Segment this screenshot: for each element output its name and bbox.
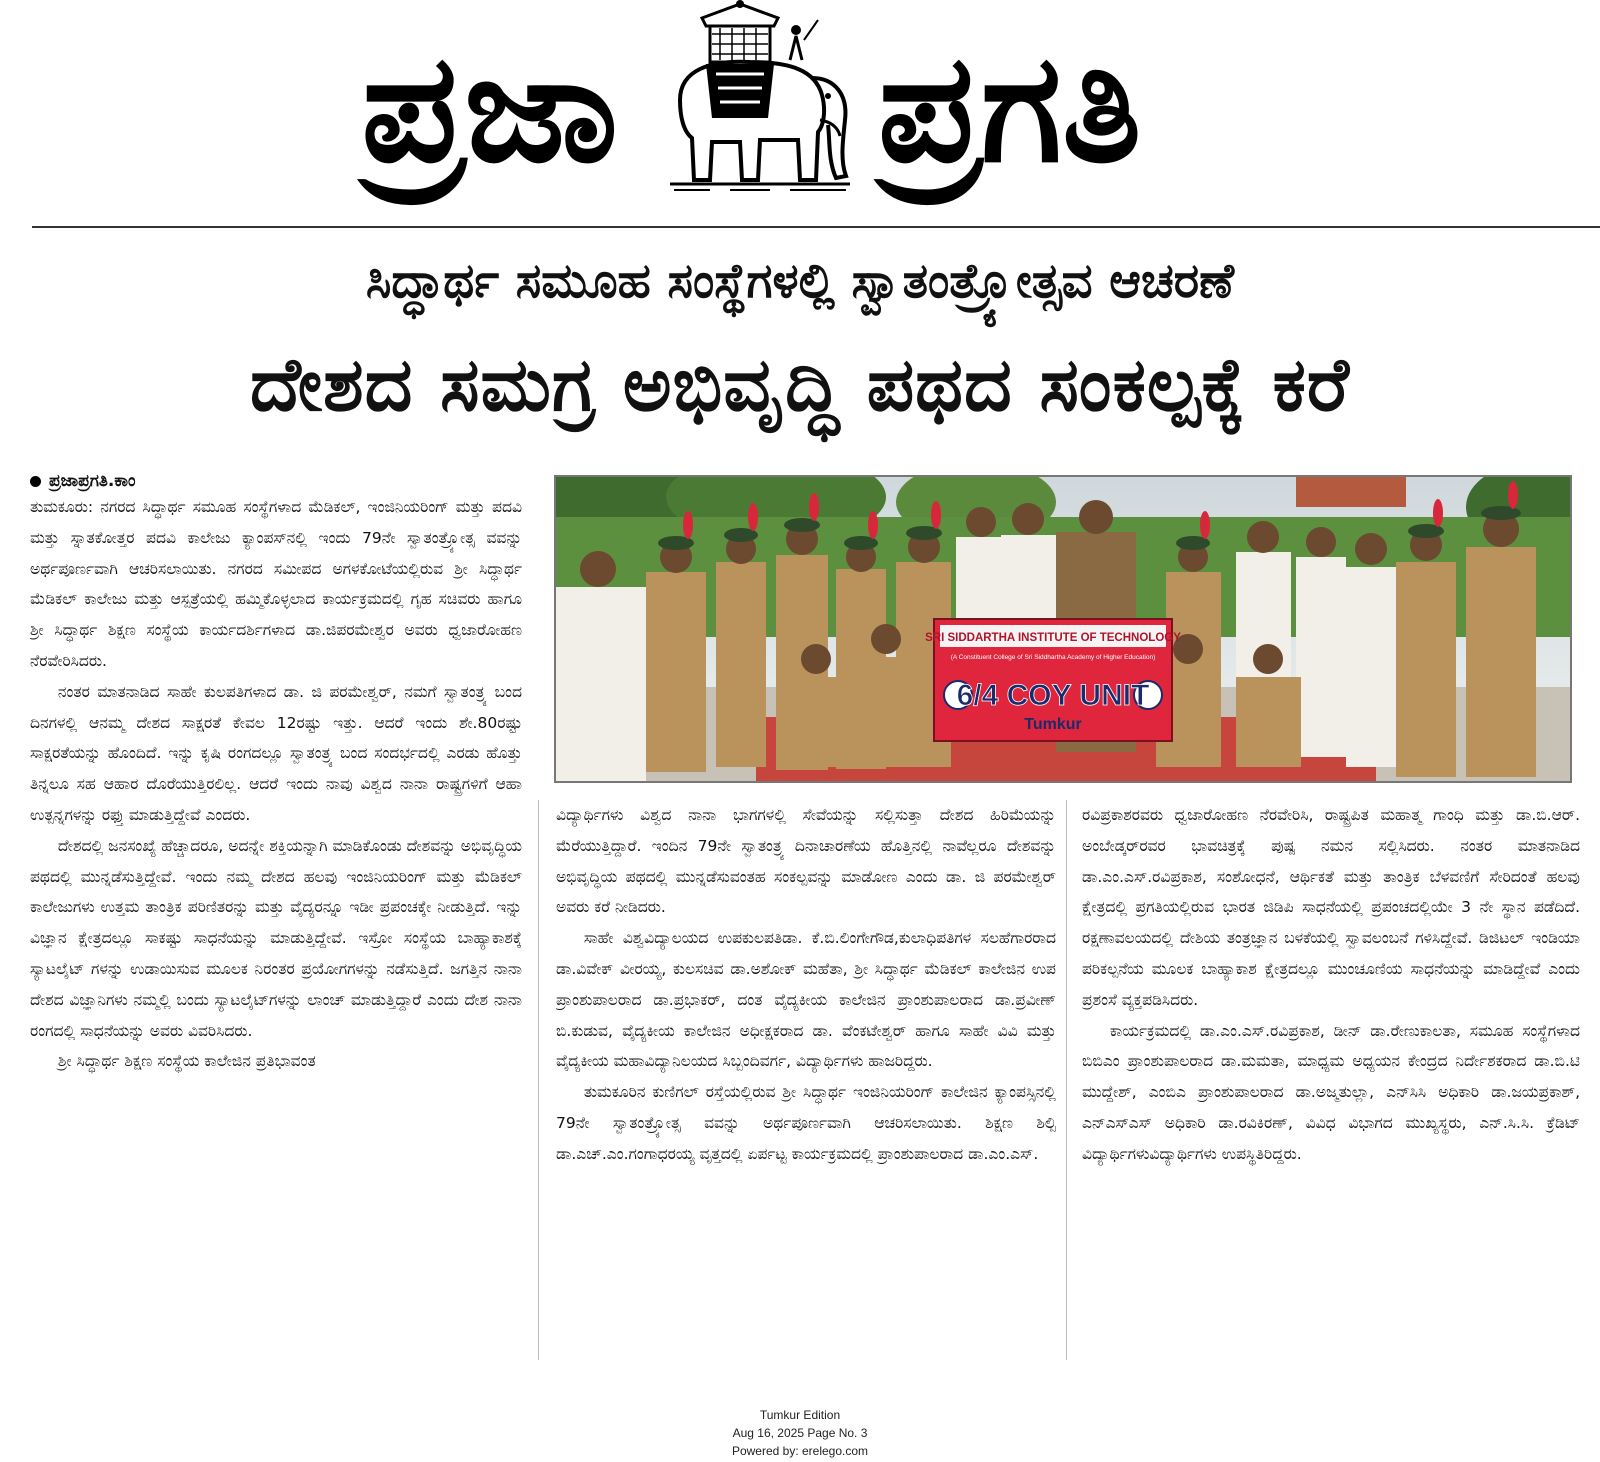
paragraph: ದೇಶದಲ್ಲಿ ಜನಸಂಖ್ಯೆ ಹೆಚ್ಚಾದರೂ, ಅದನ್ನೇ ಶಕ್ತಿಯನ್ನಾಗಿ ಮಾಡಿಕೊಂಡು ದೇಶವನ್ನು ಅಭಿವೃದ್ಧಿಯ ಪಥದಲ್ಲಿ ಮುನ್ನಡೆಸುತ್ತಿದ್ದೇವೆ. ಇಂದು ನಮ್ಮ ದೇಶದ ಹಲವು ಇಂಜಿನಿಯರಿಂಗ್ ಮತ್ತು ಮೆಡಿಕಲ್ ಕಾಲೇಜುಗಳು ಉತ್ತಮ ತಾಂತ್ರಿಕ ಪರಿಣಿತರನ್ನು ಮತ್ತು ವೈದ್ಯರನ್ನೂ ಇಡೀ ಪ್ರಪಂಚಕ್ಕೇ ನೀಡುತ್ತಿದೆ. ಇನ್ನು ವಿಜ್ಞಾನ ಕ್ಷೇತ್ರದಲ್ಲೂ ಸಾಕಷ್ಟು ಸಾಧನೆಯನ್ನು ಮಾಡುತ್ತಿದ್ದೇವೆ. ಇಸ್ರೋ ಸಂಸ್ಥೆಯ ಬಾಹ್ಯಾಕಾಶಕ್ಕೆ ಸ್ಯಾಟಲೈಟ್ ಗಳನ್ನು ಉಡಾಯಿಸುವ ಮೂಲಕ ನಿರಂತರ ಪ್ರಯೋಗಗಳನ್ನು ನಡೆಸುತ್ತಿದೆ. ಜಗತ್ತಿನ ನಾನಾ ದೇಶದ ವಿಜ್ಞಾನಿಗಳು ನಮ್ಮಲ್ಲಿ ಬಂದು ಸ್ಯಾಟಲೈಟ್‌ಗಳನ್ನು ಲಾಂಚ್ ಮಾಡುತ್ತಿದ್ದಾರೆ ಎಂದು ದೇಶ ನಾನಾ ರಂಗದಲ್ಲಿ ಸಾಧನೆಯನ್ನು ಅವರು ವಿವರಿಸಿದರು. (30, 836, 522, 1040)
banner-unit: 6/4 COY UNIT (956, 679, 1150, 712)
date-page-label: Aug 16, 2025 Page No. 3 (732, 1426, 868, 1440)
paragraph: ತುಮಕೂರಿನ ಕುಣಿಗಲ್ ರಸ್ತೆಯಲ್ಲಿರುವ ಶ್ರೀ ಸಿದ್ಧಾರ್ಥ ಇಂಜಿನಿಯರಿಂಗ್ ಕಾಲೇಜಿನ ಕ್ಯಾಂಪಸ್ಸಿನಲ್ಲಿ 79ನೇ ಸ್ವಾತಂತ್ರ್ಯೋತ್ಸ ವವನ್ನು ಅರ್ಥಪೂರ್ಣವಾಗಿ ಆಚರಿಸಲಾಯಿತು. ಶಿಕ್ಷಣ ಶಿಲ್ಪಿ ಡಾ.ಎಚ್.ಎಂ.ಗಂಗಾಧರಯ್ಯ ವೃತ್ತದಲ್ಲಿ ಏರ್ಪಟ್ಟ ಕಾರ್ಯಕ್ರಮದಲ್ಲಿ ಪ್ರಾಂಶುಪಾಲರಾದ ಡಾ.ಎಂ.ಎಸ್. (556, 1083, 1056, 1163)
banner-title: SRI SIDDARTHA INSTITUTE OF TECHNOLOGY (925, 632, 1181, 644)
paragraph: ರವಿಪ್ರಕಾಶರವರು ಧ್ವಜಾರೋಹಣ ನೆರವೇರಿಸಿ, ರಾಷ್ಟ್ರಪಿತ ಮಹಾತ್ಮ ಗಾಂಧಿ ಮತ್ತು ಡಾ.ಬಿ.ಆರ್. ಅಂಬೇಡ್ಕರ್‌ರವರ ಭಾವಚಿತ್ರಕ್ಕೆ ಪುಷ್ಪ ನಮನ ಸಲ್ಲಿಸಿದರು. ನಂತರ ಮಾತನಾಡಿದ ಡಾ.ಎಂ.ಎಸ್.ರವಿಪ್ರಕಾಶ, ಸಂಶೋಧನೆ, ಆರ್ಥಿಕತೆ ಮತ್ತು ತಾಂತ್ರಿಕ ಬೆಳವಣಿಗೆ ಸೇರಿದಂತೆ ಹಲವು ಕ್ಷೇತ್ರದಲ್ಲಿ ಪ್ರಗತಿಯಲ್ಲಿರುವ ಭಾರತ ಜಿಡಿಪಿ ಸಾಧನೆಯಲ್ಲಿ ಪ್ರಪಂಚದಲ್ಲಿಯೇ 3 ನೇ ಸ್ಥಾನ ಪಡೆದಿದೆ. ರಕ್ಷಣಾವಲಯದಲ್ಲಿ ದೇಶಿಯ ತಂತ್ರಜ್ಞಾನ ಬಳಕೆಯಲ್ಲಿ ಸ್ವಾವಲಂಬನೆ ಗಳಿಸಿದ್ದೇವೆ. ಡಿಜಿಟಲ್ ಇಂಡಿಯಾ ಪರಿಕಲ್ಪನೆಯ ಮೂಲಕ ಬಾಹ್ಯಾಕಾಶ ಕ್ಷೇತ್ರದಲ್ಲೂ ಮುಂಚೂಣಿಯ ಸಾಧನೆಯನ್ನು ಮಾಡಿದ್ದೇವೆ ಎಂದು ಪ್ರಶಂಸೆ ವ್ಯಕ್ತಪಡಿಸಿದರು. (1082, 806, 1580, 1009)
article-column-1 (30, 492, 522, 1372)
paragraph: ಶ್ರೀ ಸಿದ್ಧಾರ್ಥ ಶಿಕ್ಷಣ ಸಂಸ್ಥೆಯ ಕಾಲೇಜಿನ ಪ್ರತಿಭಾವಂತ (57, 1052, 316, 1071)
paragraph: ಸಾಹೇ ವಿಶ್ವವಿದ್ಯಾಲಯದ ಉಪಕುಲಪತಿಡಾ. ಕೆ.ಬಿ.ಲಿಂಗೇಗೌಡ,ಕುಲಾಧಿಪತಿಗಳ ಸಲಹೆಗಾರರಾದ ಡಾ.ವಿವೇಕ್ ವೀರಯ್ಯ, ಕುಲಸಚಿವ ಡಾ.ಅಶೋಕ್ ಮಹೆತಾ, ಶ್ರೀ ಸಿದ್ಧಾರ್ಥ ಮೆಡಿಕಲ್ ಕಾಲೇಜಿನ ಉಪ ಪ್ರಾಂಶುಪಾಲರಾದ ಡಾ.ಪ್ರಭಾಕರ್, ದಂತ ವೈದ್ಯಕೀಯ ಕಾಲೇಜಿನ ಪ್ರಾಂಶುಪಾಲರಾದ ಡಾ.ಪ್ರವೀಣ್ ಬಿ.ಕುಡುವ, ವೈದ್ಯಕೀಯ ಕಾಲೇಜಿನ ಅಧೀಕ್ಷಕರಾದ ಡಾ. ವೆಂಕಟೇಶ್ವರ್ ಹಾಗೂ ಸಾಹೇ ವಿವಿ ಮತ್ತು ವೈದ್ಯಕೀಯ ಮಹಾವಿದ್ಯಾನಿಲಯದ ಸಿಬ್ಬಂದಿವರ್ಗ, ವಿದ್ಯಾರ್ಥಿಗಳು ಹಾಜರಿದ್ದರು. (556, 929, 1056, 1071)
byline (30, 470, 136, 492)
banner-city: Tumkur (1024, 716, 1082, 733)
masthead (0, 0, 1600, 222)
banner-subtitle: (A Constituent College of Sri Siddhartha Academy of Higher Education) (950, 654, 1156, 661)
article-kicker: ಸಿದ್ಧಾರ್ಥ ಸಮೂಹ ಸಂಸ್ಥೆಗಳಲ್ಲಿ ಸ್ವಾತಂತ್ರ್ಯೋತ್ಸವ ಆಚರಣೆ (365, 253, 1235, 309)
article-photo (554, 475, 1572, 783)
masthead-title-right: ಪ್ರಗತಿ (878, 20, 1142, 196)
paragraph: ಕಾರ್ಯಕ್ರಮದಲ್ಲಿ ಡಾ.ಎಂ.ಎಸ್.ರವಿಪ್ರಕಾಶ, ಡೀನ್ ಡಾ.ರೇಣುಕಾಲತಾ, ಸಮೂಹ ಸಂಸ್ಥೆಗಳಾದ ಬಿಬಿಎಂ ಪ್ರಾಂಶುಪಾಲರಾದ ಡಾ.ಮಮತಾ, ಮಾಧ್ಯಮ ಅಧ್ಯಯನ ಕೇಂದ್ರದ ನಿರ್ದೇಶಕರಾದ ಡಾ.ಬಿ.ಟಿ ಮುದ್ದೇಶ್, ಎಂಬಿಎ ಪ್ರಾಂಶುಪಾಲರಾದ ಡಾ.ಅಜ್ಮತುಲ್ಲಾ, ಎನ್‌ಸಿಸಿ ಅಧಿಕಾರಿ ಡಾ.ಜಯಪ್ರಕಾಶ್, ಎನ್‌ಎಸ್‌ಎಸ್ ಅಧಿಕಾರಿ ಡಾ.ರವಿಕಿರಣ್, ವಿವಿಧ ವಿಭಾಗದ ಮುಖ್ಯಸ್ಥರು, ಎನ್.ಸಿ.ಸಿ. ಕ್ರೆಡಿಟ್ ವಿದ್ಯಾರ್ಥಿಗಳುವಿದ್ಯಾರ್ಥಿಗಳು ಉಪಸ್ಥಿತಿರಿದ್ದರು. (1082, 1021, 1580, 1163)
edition-label: Tumkur Edition (759, 1408, 841, 1422)
masthead-divider (32, 226, 1600, 228)
article-headline: ದೇಶದ ಸಮಗ್ರ ಅಭಿವೃದ್ಧಿ ಪಥದ ಸಂಕಲ್ಪಕ್ಕೆ ಕರೆ (249, 342, 1350, 428)
masthead-title-left: ಪ್ರಜಾ (361, 20, 618, 196)
article-column-2 (556, 800, 1056, 1380)
column-divider (1066, 800, 1067, 1360)
powered-by-label: Powered by: erelego.com (731, 1444, 869, 1458)
paragraph: ತುಮಕೂರು: ನಗರದ ಸಿದ್ಧಾರ್ಥ ಸಮೂಹ ಸಂಸ್ಥೆಗಳಾದ ಮೆಡಿಕಲ್, ಇಂಜಿನಿಯರಿಂಗ್ ಮತ್ತು ಪದವಿ ಮತ್ತು ಸ್ನಾತಕೋತ್ತರ ಪದವಿ ಕಾಲೇಜು ಕ್ಯಾಂಪಸ್‌ನಲ್ಲಿ ಇಂದು 79ನೇ ಸ್ವಾತಂತ್ರ್ಯೋತ್ಸ ವವನ್ನು ಅರ್ಥಪೂರ್ಣವಾಗಿ ಆಚರಿಸಲಾಯಿತು. ನಗರದ ಸಮೀಪದ ಅಗಳಕೋಟೆಯಲ್ಲಿರುವ ಶ್ರೀ ಸಿದ್ಧಾರ್ಥ ಮೆಡಿಕಲ್ ಕಾಲೇಜು ಮತ್ತು ಆಸ್ಪತ್ರೆಯಲ್ಲಿ ಹಮ್ಮಿಕೊಳ್ಳಲಾದ ಕಾರ್ಯಕ್ರಮದಲ್ಲಿ ಗೃಹ ಸಚಿವರು ಹಾಗೂ ಶ್ರೀ ಸಿದ್ಧಾರ್ಥ ಶಿಕ್ಷಣ ಸಂಸ್ಥೆಯ ಕಾರ್ಯದರ್ಶಿಗಳಾದ ಡಾ.ಜಿಪರಮೇಶ್ವರ ಅವರು ಧ್ವಜಾರೋಹಣ ನೆರವೇರಿಸಿದರು. (30, 498, 522, 670)
byline-text: ಪ್ರಜಾಪ್ರಗತಿ.ಕಾಂ (49, 471, 136, 491)
column-divider (538, 800, 539, 1360)
paragraph: ವಿದ್ಯಾರ್ಥಿಗಳು ವಿಶ್ವದ ನಾನಾ ಭಾಗಗಳಲ್ಲಿ ಸೇವೆಯನ್ನು ಸಲ್ಲಿಸುತ್ತಾ ದೇಶದ ಹಿರಿಮೆಯನ್ನು ಮೆರೆಯುತ್ತಿದ್ದಾರೆ. ಇಂದಿನ 79ನೇ ಸ್ವಾತಂತ್ರ್ಯ ದಿನಾಚಾರಣೆಯ ಹೊತ್ತಿನಲ್ಲಿ ನಾವೆಲ್ಲರೂ ದೇಶವನ್ನು ಅಭಿವೃದ್ಧಿಯ ಪಥದಲ್ಲಿ ಮುನ್ನಡೆಸುವಂತಹ ಸಂಕಲ್ಪವನ್ನು ಮಾಡೋಣ ಎಂದು ಡಾ. ಜಿ ಪರಮೇಶ್ವರ್ ಅವರು ಕರೆ ನೀಡಿದರು. (556, 806, 1056, 917)
bullet-icon (30, 476, 41, 487)
article-column-3 (1082, 800, 1580, 1380)
paragraph: ನಂತರ ಮಾತನಾಡಿದ ಸಾಹೇ ಕುಲಪತಿಗಳಾದ ಡಾ. ಜಿ ಪರಮೇಶ್ವರ್, ನಮಗೆ ಸ್ವಾತಂತ್ರ್ಯ ಬಂದ ದಿನಗಳಲ್ಲಿ ಆನಮ್ಮ ದೇಶದ ಸಾಕ್ಷರತೆ ಕೇವಲ 12ರಷ್ಟು ಇತ್ತು. ಆದರೆ ಇಂದು ಶೇ.80ರಷ್ಟು ಸಾಕ್ಷರತೆಯನ್ನು ಹೊಂದಿದೆ. ಇನ್ನು ಕೃಷಿ ರಂಗದಲ್ಲೂ ಸ್ವಾತಂತ್ರ್ಯ ಬಂದ ಸಂದರ್ಭದಲ್ಲಿ ಎರಡು ಹೊತ್ತು ತಿನ್ನಲೂ ಸಹ ಆಹಾರ ದೊರೆಯುತ್ತಿರಲಿಲ್ಲ. ಆದರೆ ಇಂದು ನಾವು ವಿಶ್ವದ ನಾನಾ ರಾಷ್ಟ್ರಗಳಿಗೆ ಆಹಾ ಉತ್ಪನ್ನಗಳನ್ನು ರಫ್ತು ಮಾಡುತ್ತಿದ್ದೇವೆ ಎಂದರು. (30, 682, 522, 824)
ncc-group-photo (556, 477, 1570, 781)
page-footer (700, 1406, 900, 1460)
elephant-logo-icon (640, 0, 860, 200)
